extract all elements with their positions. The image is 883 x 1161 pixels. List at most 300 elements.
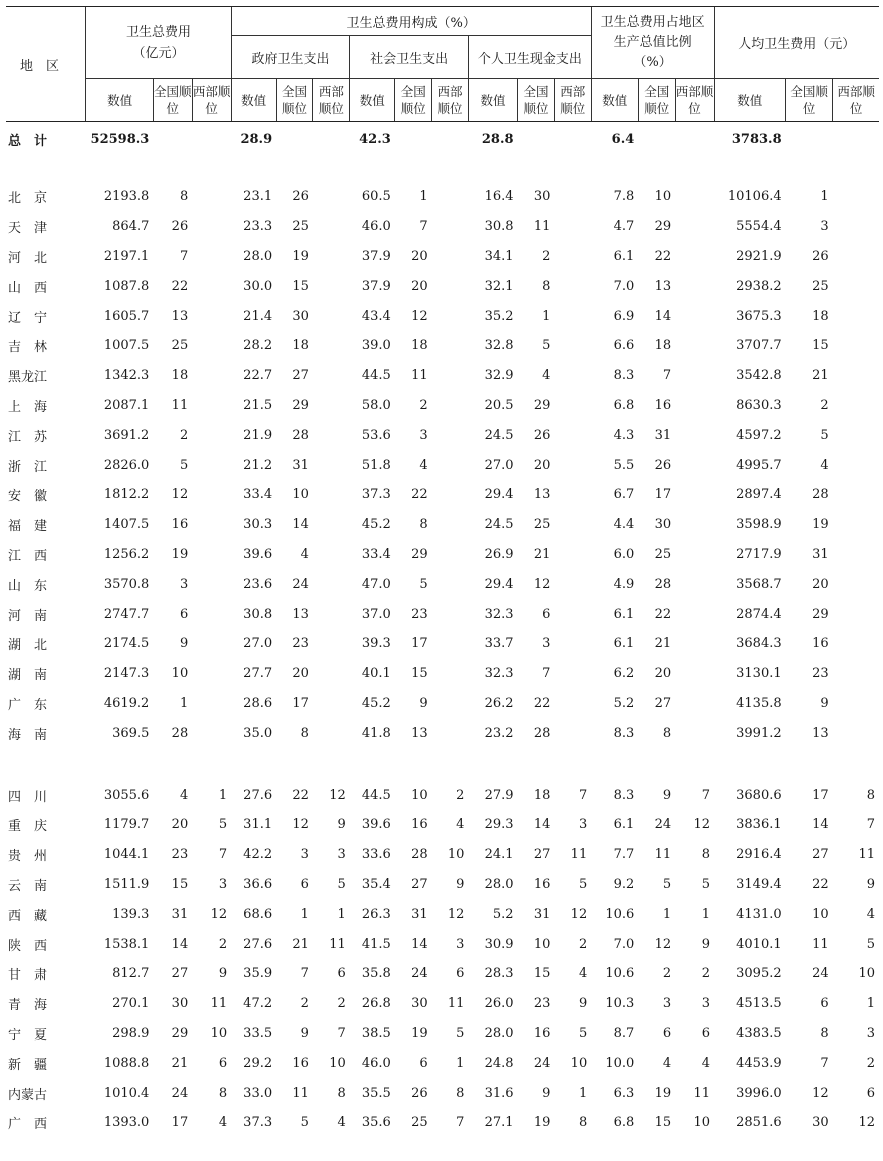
table-row (6, 659, 879, 689)
national-rank-cell: 10 (171, 666, 189, 682)
western-rank-cell: 8 (866, 787, 875, 803)
national-rank-cell: 15 (812, 338, 829, 354)
value-cell: 32.3 (484, 666, 514, 682)
national-rank-cell: 8 (300, 725, 309, 741)
western-rank-cell: 10 (858, 966, 875, 982)
western-rank-cell (432, 450, 469, 480)
national-rank-cell: 31 (411, 906, 428, 922)
national-rank-cell: 31 (171, 906, 189, 922)
national-rank-cell: 21 (533, 546, 551, 562)
western-rank-cell (313, 569, 350, 599)
region-cell: 新 疆 (8, 1057, 48, 1073)
western-rank-cell: 4 (701, 1055, 710, 1071)
value-cell: 4135.8 (736, 695, 782, 711)
region-cell: 天 津 (8, 221, 48, 237)
national-rank-cell: 15 (411, 666, 428, 682)
western-rank-cell: 5 (578, 876, 588, 892)
national-rank-cell: 29 (654, 219, 672, 235)
value-cell: 24.5 (484, 427, 514, 443)
value-cell: 47.2 (243, 996, 273, 1012)
western-rank-cell (833, 156, 879, 182)
western-rank-cell: 2 (578, 936, 588, 952)
region-cell: 西 藏 (8, 908, 48, 924)
western-rank-cell: 10 (693, 1115, 710, 1131)
western-rank-cell (313, 156, 350, 182)
western-rank-cell (833, 748, 879, 780)
value-cell: 27.9 (484, 787, 514, 803)
western-rank-cell: 12 (693, 817, 710, 833)
western-rank-cell (833, 629, 879, 659)
national-rank-cell: 17 (411, 636, 428, 652)
value-cell: 32.1 (484, 278, 514, 294)
national-rank-cell: 23 (411, 606, 428, 622)
value-cell: 8.3 (613, 725, 635, 741)
national-rank-cell: 9 (542, 1085, 551, 1101)
value-cell: 2897.4 (736, 487, 782, 503)
value-cell: 24.5 (484, 517, 514, 533)
national-rank-cell: 10 (654, 189, 672, 205)
value-cell: 5.5 (613, 457, 635, 473)
national-rank-cell: 18 (812, 308, 829, 324)
value-cell: 8630.3 (736, 397, 782, 413)
western-rank-cell (554, 122, 591, 157)
national-rank-cell: 18 (292, 338, 309, 354)
value-cell: 2197.1 (103, 248, 150, 264)
national-rank-cell: 28 (171, 725, 189, 741)
western-rank-cell: 5 (456, 1025, 465, 1041)
western-rank-cell: 10 (570, 1055, 588, 1071)
western-rank-cell (313, 420, 350, 450)
national-rank-cell: 6 (820, 996, 829, 1012)
value-cell: 58.0 (361, 397, 391, 413)
national-rank-cell (638, 122, 675, 157)
national-rank-cell (276, 122, 313, 157)
western-rank-cell: 12 (858, 1115, 875, 1131)
value-cell: 7.0 (613, 936, 635, 952)
western-rank-cell: 10 (210, 1025, 228, 1041)
western-rank-cell (554, 242, 591, 272)
western-rank-cell (432, 569, 469, 599)
region-cell (6, 748, 86, 780)
table-row (6, 810, 879, 840)
national-rank-cell: 17 (292, 695, 309, 711)
western-rank-cell (675, 420, 714, 450)
western-rank-cell: 11 (329, 936, 346, 952)
value-cell: 2851.6 (736, 1115, 782, 1131)
western-rank-cell (833, 659, 879, 689)
western-rank-cell (192, 271, 231, 301)
western-rank-cell: 9 (456, 876, 465, 892)
value-cell: 37.0 (361, 606, 391, 622)
national-rank-cell: 27 (292, 368, 309, 384)
western-rank-cell (554, 718, 591, 748)
western-rank-cell (675, 599, 714, 629)
national-rank-cell: 11 (654, 847, 672, 863)
western-rank-cell (554, 569, 591, 599)
national-rank-cell: 22 (654, 606, 672, 622)
national-rank-cell: 29 (411, 546, 428, 562)
value-cell: 6.2 (613, 666, 635, 682)
national-rank-cell: 28 (812, 487, 829, 503)
value-cell: 3055.6 (103, 787, 150, 803)
value-cell: 27.6 (243, 787, 273, 803)
value-cell: 41.8 (361, 725, 391, 741)
national-rank-cell: 16 (533, 1025, 551, 1041)
value-cell: 4.4 (613, 517, 635, 533)
western-rank-cell: 12 (210, 906, 228, 922)
western-rank-cell (432, 689, 469, 719)
national-rank-cell: 25 (812, 278, 829, 294)
national-rank-cell: 7 (662, 368, 672, 384)
national-rank-cell (153, 156, 192, 182)
table-header (6, 7, 879, 122)
western-rank-cell: 1 (337, 906, 346, 922)
table-row (6, 301, 879, 331)
western-rank-cell (313, 748, 350, 780)
value-cell: 34.1 (484, 248, 514, 264)
western-rank-cell (432, 540, 469, 570)
western-rank-cell: 1 (701, 906, 710, 922)
western-rank-cell: 3 (578, 817, 588, 833)
value-cell: 21.2 (243, 457, 273, 473)
western-rank-cell (675, 331, 714, 361)
table-row (6, 929, 879, 959)
national-rank-cell: 7 (300, 966, 309, 982)
value-cell: 47.0 (361, 576, 391, 592)
national-rank-cell: 14 (812, 817, 829, 833)
value-cell: 26.0 (484, 996, 514, 1012)
value-cell: 26.9 (484, 546, 514, 562)
national-rank-cell: 22 (533, 695, 551, 711)
national-rank-cell: 6 (542, 606, 551, 622)
western-rank-cell: 3 (866, 1025, 875, 1041)
western-rank-cell (432, 301, 469, 331)
national-rank-cell: 4 (662, 1055, 672, 1071)
subheader-national-rank: 全国顺位 (518, 79, 555, 122)
subheader-value: 数值 (468, 79, 517, 122)
national-rank-cell: 30 (654, 517, 672, 533)
western-rank-cell (833, 450, 879, 480)
western-rank-cell: 1 (866, 996, 875, 1012)
western-rank-cell (313, 122, 350, 157)
value-cell: 32.3 (484, 606, 514, 622)
national-rank-cell: 21 (654, 636, 672, 652)
subheader-western-rank: 西部顺位 (192, 79, 231, 122)
value-cell: 1605.7 (103, 308, 150, 324)
subheader-value: 数值 (591, 79, 638, 122)
subheader-western-rank: 西部顺位 (833, 79, 879, 122)
value-cell (468, 748, 517, 780)
national-rank-cell: 27 (812, 847, 829, 863)
value-cell: 28.3 (484, 966, 514, 982)
subheader-western-rank: 西部顺位 (313, 79, 350, 122)
western-rank-cell (432, 331, 469, 361)
value-cell: 2193.8 (103, 189, 150, 205)
western-rank-cell: 11 (447, 996, 465, 1012)
western-rank-cell (313, 689, 350, 719)
value-cell: 39.6 (243, 546, 273, 562)
region-cell: 广 东 (8, 697, 48, 713)
value-cell: 270.1 (112, 996, 150, 1012)
western-rank-cell (554, 659, 591, 689)
western-rank-cell (554, 599, 591, 629)
national-rank-cell: 26 (654, 457, 672, 473)
value-cell: 26.3 (361, 906, 391, 922)
value-cell: 3707.7 (736, 338, 782, 354)
value-cell: 2826.0 (103, 457, 150, 473)
national-rank-cell: 15 (654, 1115, 672, 1131)
spacer-row (6, 156, 879, 182)
western-rank-cell (675, 242, 714, 272)
national-rank-cell: 24 (812, 966, 829, 982)
western-rank-cell (313, 599, 350, 629)
national-rank-cell (153, 122, 192, 157)
western-rank-cell (833, 540, 879, 570)
national-rank-cell: 23 (292, 636, 309, 652)
western-rank-cell (833, 420, 879, 450)
national-rank-cell: 31 (292, 457, 309, 473)
national-rank-cell (786, 156, 833, 182)
western-rank-cell (675, 450, 714, 480)
value-cell: 6.1 (613, 248, 635, 264)
value-cell: 3836.1 (736, 817, 782, 833)
national-rank-cell: 9 (419, 695, 428, 711)
western-rank-cell (833, 271, 879, 301)
national-rank-cell: 16 (171, 517, 189, 533)
national-rank-cell: 20 (411, 248, 428, 264)
national-rank-cell (395, 748, 432, 780)
national-rank-cell: 4 (419, 457, 428, 473)
national-rank-cell: 12 (411, 308, 428, 324)
western-rank-cell: 11 (858, 847, 875, 863)
national-rank-cell: 7 (419, 219, 428, 235)
western-rank-cell: 4 (866, 906, 875, 922)
national-rank-cell: 2 (820, 397, 829, 413)
value-cell: 2717.9 (736, 546, 782, 562)
table-row (6, 212, 879, 242)
national-rank-cell: 16 (812, 636, 829, 652)
national-rank-cell: 9 (179, 636, 189, 652)
value-cell: 3095.2 (736, 966, 782, 982)
value-cell: 28.9 (240, 131, 273, 147)
national-rank-cell: 2 (542, 248, 551, 264)
western-rank-cell: 6 (218, 1055, 228, 1071)
national-rank-cell: 7 (820, 1055, 829, 1071)
table-row (6, 989, 879, 1019)
national-rank-cell: 5 (820, 427, 829, 443)
subheader-western-rank: 西部顺位 (675, 79, 714, 122)
value-cell: 4.7 (613, 219, 635, 235)
national-rank-cell: 4 (542, 368, 551, 384)
western-rank-cell: 1 (578, 1085, 588, 1101)
western-rank-cell (554, 540, 591, 570)
national-rank-cell: 20 (171, 817, 189, 833)
western-rank-cell (675, 569, 714, 599)
table-row (6, 182, 879, 212)
value-cell: 4619.2 (103, 695, 150, 711)
western-rank-cell (313, 510, 350, 540)
western-rank-cell (675, 301, 714, 331)
western-rank-cell: 3 (456, 936, 465, 952)
value-cell: 28.0 (243, 248, 273, 264)
value-cell: 5554.4 (736, 219, 782, 235)
western-rank-cell (432, 182, 469, 212)
national-rank-cell: 16 (533, 876, 551, 892)
value-cell: 3568.7 (736, 576, 782, 592)
western-rank-cell (192, 569, 231, 599)
value-cell: 7.0 (613, 278, 635, 294)
social-expense-header: 社会卫生支出 (350, 36, 469, 79)
national-rank-cell: 12 (171, 487, 189, 503)
western-rank-cell (192, 212, 231, 242)
national-rank-cell: 20 (292, 666, 309, 682)
value-cell: 29.4 (484, 487, 514, 503)
western-rank-cell (675, 480, 714, 510)
national-rank-cell (276, 156, 313, 182)
value-cell: 6.8 (613, 397, 635, 413)
national-rank-cell: 6 (419, 1055, 428, 1071)
value-cell: 6.9 (613, 308, 635, 324)
national-rank-cell: 8 (662, 725, 672, 741)
western-rank-cell (432, 156, 469, 182)
national-rank-cell: 1 (820, 189, 829, 205)
region-cell: 河 南 (8, 608, 48, 624)
national-rank-cell: 8 (179, 189, 189, 205)
western-rank-cell (833, 242, 879, 272)
national-rank-cell: 15 (292, 278, 309, 294)
value-cell: 20.5 (484, 397, 514, 413)
national-rank-cell (518, 122, 555, 157)
region-cell: 辽 宁 (8, 310, 48, 326)
national-rank-cell: 20 (812, 576, 829, 592)
table-row (6, 629, 879, 659)
western-rank-cell (833, 718, 879, 748)
western-rank-cell: 7 (218, 847, 228, 863)
value-cell: 28.6 (243, 695, 273, 711)
national-rank-cell: 5 (419, 576, 428, 592)
value-cell: 10.6 (605, 906, 635, 922)
western-rank-cell (192, 450, 231, 480)
value-cell: 33.7 (484, 636, 514, 652)
value-cell: 35.9 (243, 966, 273, 982)
spacer-row (6, 748, 879, 780)
national-rank-cell: 4 (300, 546, 309, 562)
national-rank-cell: 21 (292, 936, 309, 952)
value-cell (86, 156, 154, 182)
subheader-national-rank: 全国顺位 (153, 79, 192, 122)
value-cell: 68.6 (243, 906, 273, 922)
national-rank-cell: 24 (654, 817, 672, 833)
western-rank-cell (675, 156, 714, 182)
value-cell: 32.8 (484, 338, 514, 354)
national-rank-cell: 29 (171, 1025, 189, 1041)
national-rank-cell: 27 (654, 695, 672, 711)
national-rank-cell: 31 (654, 427, 672, 443)
region-cell: 内蒙古 (8, 1087, 48, 1103)
national-rank-cell (153, 748, 192, 780)
western-rank-cell (432, 480, 469, 510)
western-rank-cell (192, 242, 231, 272)
value-cell: 21.5 (243, 397, 273, 413)
region-cell: 广 西 (8, 1117, 48, 1133)
western-rank-cell: 12 (329, 787, 346, 803)
national-rank-cell: 26 (411, 1085, 428, 1101)
national-rank-cell (638, 156, 675, 182)
western-rank-cell (554, 629, 591, 659)
national-rank-cell: 28 (292, 427, 309, 443)
subheader-value: 数值 (86, 79, 154, 122)
national-rank-cell: 28 (533, 725, 551, 741)
national-rank-cell: 20 (654, 666, 672, 682)
table-row (6, 959, 879, 989)
value-cell: 6.7 (613, 487, 635, 503)
western-rank-cell (313, 480, 350, 510)
western-rank-cell (313, 718, 350, 748)
national-rank-cell: 25 (533, 517, 551, 533)
value-cell: 27.0 (484, 457, 514, 473)
value-cell: 35.8 (361, 966, 391, 982)
national-rank-cell: 23 (533, 996, 551, 1012)
table-row (6, 1078, 879, 1108)
national-rank-cell: 10 (812, 906, 829, 922)
value-cell: 3996.0 (736, 1085, 782, 1101)
table-row (6, 271, 879, 301)
national-rank-cell: 24 (411, 966, 428, 982)
value-cell: 24.1 (484, 847, 514, 863)
value-cell: 4.3 (613, 427, 635, 443)
national-rank-cell: 16 (654, 397, 672, 413)
value-cell: 1342.3 (103, 368, 150, 384)
western-rank-cell (192, 689, 231, 719)
value-cell: 4010.1 (736, 936, 782, 952)
value-cell: 37.3 (243, 1115, 273, 1131)
national-rank-cell: 3 (662, 996, 672, 1012)
region-cell: 黑龙江 (8, 370, 48, 386)
national-rank-cell: 22 (292, 787, 309, 803)
value-cell: 23.1 (243, 189, 273, 205)
value-cell: 43.4 (361, 308, 391, 324)
national-rank-cell: 27 (533, 847, 551, 863)
national-rank-cell: 30 (411, 996, 428, 1012)
value-cell: 22.7 (243, 368, 273, 384)
value-cell: 2874.4 (736, 606, 782, 622)
western-rank-cell (313, 331, 350, 361)
value-cell: 39.6 (361, 817, 391, 833)
table-row (6, 1108, 879, 1138)
national-rank-cell: 14 (171, 936, 189, 952)
national-rank-cell: 14 (654, 308, 672, 324)
table-row (6, 331, 879, 361)
western-rank-cell: 7 (337, 1025, 346, 1041)
total-row (6, 122, 879, 157)
national-rank-cell: 28 (654, 576, 672, 592)
western-rank-cell: 4 (337, 1115, 346, 1131)
value-cell (714, 156, 786, 182)
region-cell: 海 南 (8, 727, 48, 743)
national-rank-cell: 15 (171, 876, 189, 892)
national-rank-cell: 3 (820, 219, 829, 235)
national-rank-cell: 13 (812, 725, 829, 741)
national-rank-cell: 10 (292, 487, 309, 503)
national-rank-cell: 7 (542, 666, 551, 682)
national-rank-cell: 17 (654, 487, 672, 503)
western-rank-cell (313, 629, 350, 659)
national-rank-cell: 13 (533, 487, 551, 503)
personal-expense-header: 个人卫生现金支出 (468, 36, 591, 79)
western-rank-cell: 8 (456, 1085, 465, 1101)
national-rank-cell: 8 (419, 517, 428, 533)
national-rank-cell: 19 (533, 1115, 551, 1131)
